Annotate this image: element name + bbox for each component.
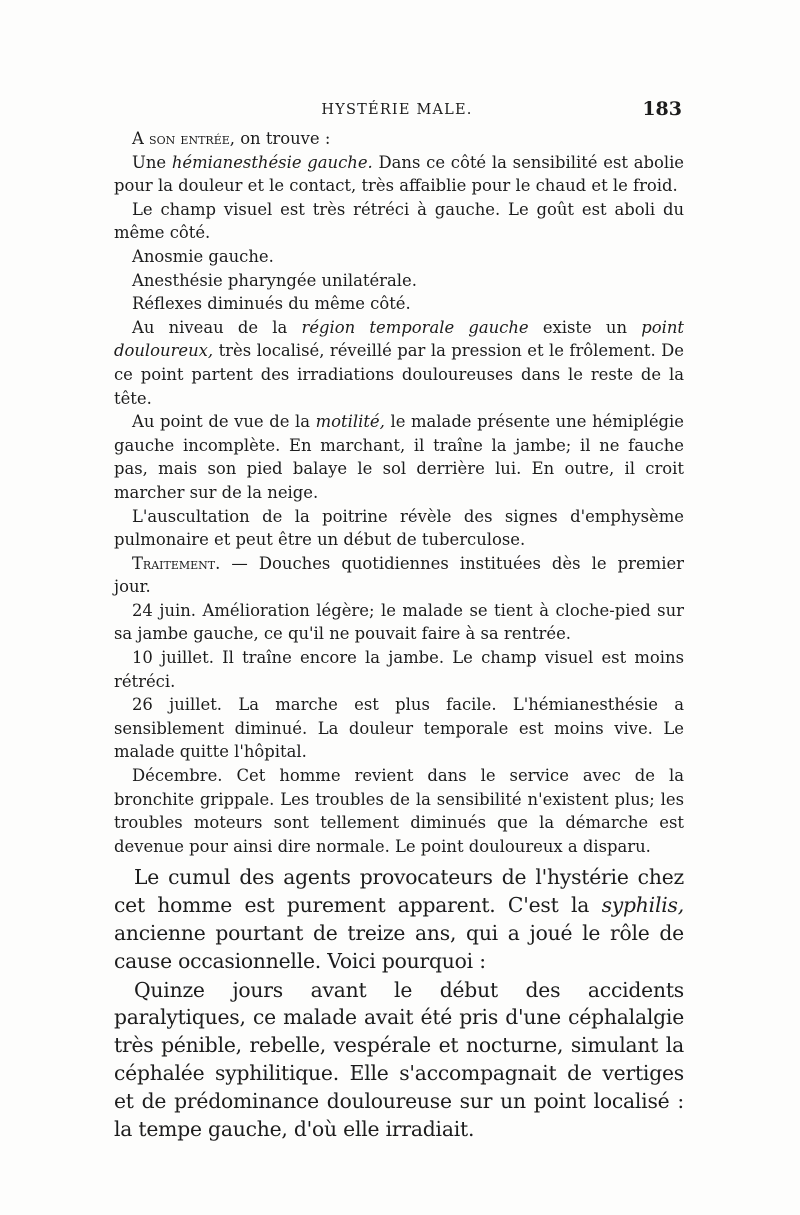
paragraph-treatment [114,552,684,599]
paragraph-december: Décembre. Cet homme revient dans le service avec de la bronchite grippale. Les troubles de la sensibilité n'existent plus; les troubles moteurs sont tellement diminués que la démarche est devenue pour ainsi dire normale. Le point douloureux a disparu. [114,766,684,856]
text-span: Au niveau de la [132,317,302,337]
entry-label: A son entrée, [132,129,235,148]
paragraph-visual-field: Le champ visuel est très rétréci à gauche. Le goût est aboli du même côté. [114,199,684,243]
page-number: 183 [642,98,682,120]
text-span: Une [132,152,172,172]
text-span: Dans ce côté la sensibilité est abolie pour la douleur et le contact, très affaiblie pour le chaud et le froid. [114,152,685,196]
text-span: existe un [528,317,642,337]
paragraph-reflexes: Réflexes diminués du même côté. [132,294,411,314]
paragraph-anosmia: Anosmie gauche. [132,246,274,266]
page-header [112,98,682,124]
italic-term: hémianesthésie gauche. [171,152,373,172]
text-span: Le cumul des agents provocateurs de l'hystérie chez cet homme est purement apparent. C'est la [114,865,684,918]
text-span: le malade présente une hémiplégie gauche incomplète. En marchant, il traîne la jambe; il ne fauche pas, mais son pied balaye le sol derrière lui. En outre, il croit marcher sur de la neige. [114,412,684,502]
italic-term: syphilis, [601,893,684,918]
paragraph-hemianesthesia [114,151,684,198]
italic-term: région temporale gauche [301,317,529,337]
paragraph-cephalalgia: Quinze jours avant le début des accidents paralytiques, ce malade avait été pris d'une céphalalgie très pénible, rebelle, vespérale et nocturne, simulant la céphalée syphilitique. Elle s'accompagnait de vertiges et de prédominance douloureuse sur un point localisé : la tempe gauche, d'où elle irradiait. [114,977,684,1141]
paragraph-entry [114,127,684,151]
text-span: Au point de vue de la [132,412,316,432]
paragraph-june-24: 24 juin. Amélioration légère; le malade se tient à cloche-pied sur sa jambe gauche, ce qu'il ne pouvait faire à sa rentrée. [114,600,684,644]
commentary [114,864,684,1143]
paragraph-pharyngeal: Anesthésie pharyngée unilatérale. [132,270,417,290]
treatment-label: Traitement. [132,553,221,573]
page-body [114,127,684,1143]
paragraph-motility [114,410,684,504]
text-span: — Douches quotidiennes instituées dès le premier jour. [114,553,684,597]
running-title: HYSTÉRIE MALE. [321,102,473,118]
text-span: très localisé, réveillé par la pression et le frôlement. De ce point partent des irradiations douloureuses dans le reste de la tête. [114,341,684,408]
text-span: ancienne pourtant de treize ans, qui a joué le rôle de cause occasionnelle. Voici pourquoi : [114,921,684,973]
italic-term: point douloureux, [114,317,684,361]
paragraph-july-10: 10 juillet. Il traîne encore la jambe. Le champ visuel est moins rétréci. [114,648,684,691]
italic-term: motilité, [315,412,385,432]
paragraph-temporal-point [114,316,684,410]
paragraph-july-26: 26 juillet. La marche est plus facile. L'hémianesthésie a sensiblement diminué. La douleur temporale est moins vive. Le malade quitte l'hôpital. [114,695,684,762]
paragraph-syphilis-cause [114,864,684,975]
paragraph-auscultation: L'auscultation de la poitrine révèle des signes d'emphysème pulmonaire et peut être un début de tuberculose. [114,506,684,550]
case-report [114,127,684,858]
entry-text: on trouve : [234,129,331,148]
